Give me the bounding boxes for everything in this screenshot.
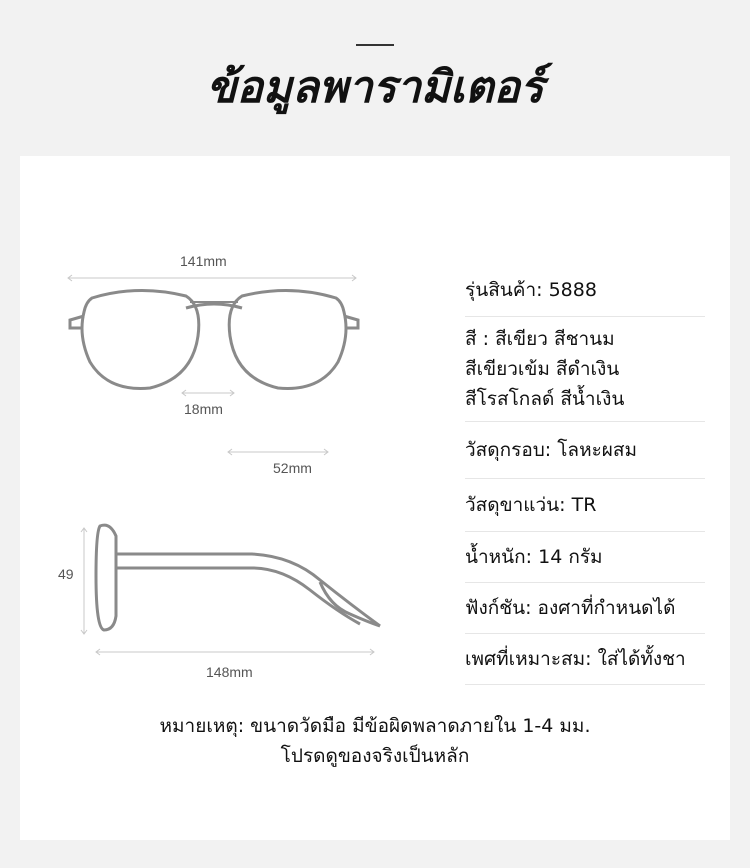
glasses-diagram <box>20 156 450 696</box>
spec-temple-material: วัสดุขาแว่น: TR <box>465 479 705 532</box>
bridge-dimension-line <box>182 390 234 396</box>
note-line-2: โปรดดูของจริงเป็นหลัก <box>280 745 470 767</box>
spec-colors: สี : สีเขียว สีชานม สีเขียวเข้ม สีดำเงิน สีโรสโกลด์ สีน้ำเงิน <box>465 317 705 422</box>
temple-length-dimension-line <box>96 649 374 655</box>
width-dimension-line <box>68 275 356 281</box>
total-width-label: 141mm <box>180 253 227 269</box>
note-line-1: หมายเหตุ: ขนาดวัดมือ มีข้อผิดพลาดภายใน 1-4 มม. <box>159 715 591 737</box>
spec-list <box>465 264 705 685</box>
spec-gender: เพศที่เหมาะสม: ใส่ได้ทั้งชา <box>465 634 705 685</box>
spec-frame-material: วัสดุกรอบ: โลหะผสม <box>465 422 705 479</box>
side-view-frame <box>96 525 380 630</box>
spec-card <box>20 156 730 840</box>
height-dimension-line <box>81 528 87 634</box>
lens-width-dimension-line <box>228 449 328 455</box>
lens-width-label: 52mm <box>273 460 312 476</box>
spec-model: รุ่นสินค้า: 5888 <box>465 264 705 317</box>
spec-weight: น้ำหนัก: 14 กรัม <box>465 532 705 583</box>
spec-function: ฟังก์ชัน: องศาที่กำหนดได้ <box>465 583 705 634</box>
measurement-note <box>20 711 730 771</box>
lens-height-label: 49 <box>58 566 74 582</box>
title-rule <box>356 44 394 46</box>
bridge-label: 18mm <box>184 401 223 417</box>
temple-length-label: 148mm <box>206 664 253 680</box>
page-title: ข้อมูลพารามิเตอร์ <box>206 62 544 113</box>
front-view-frame <box>70 290 358 388</box>
